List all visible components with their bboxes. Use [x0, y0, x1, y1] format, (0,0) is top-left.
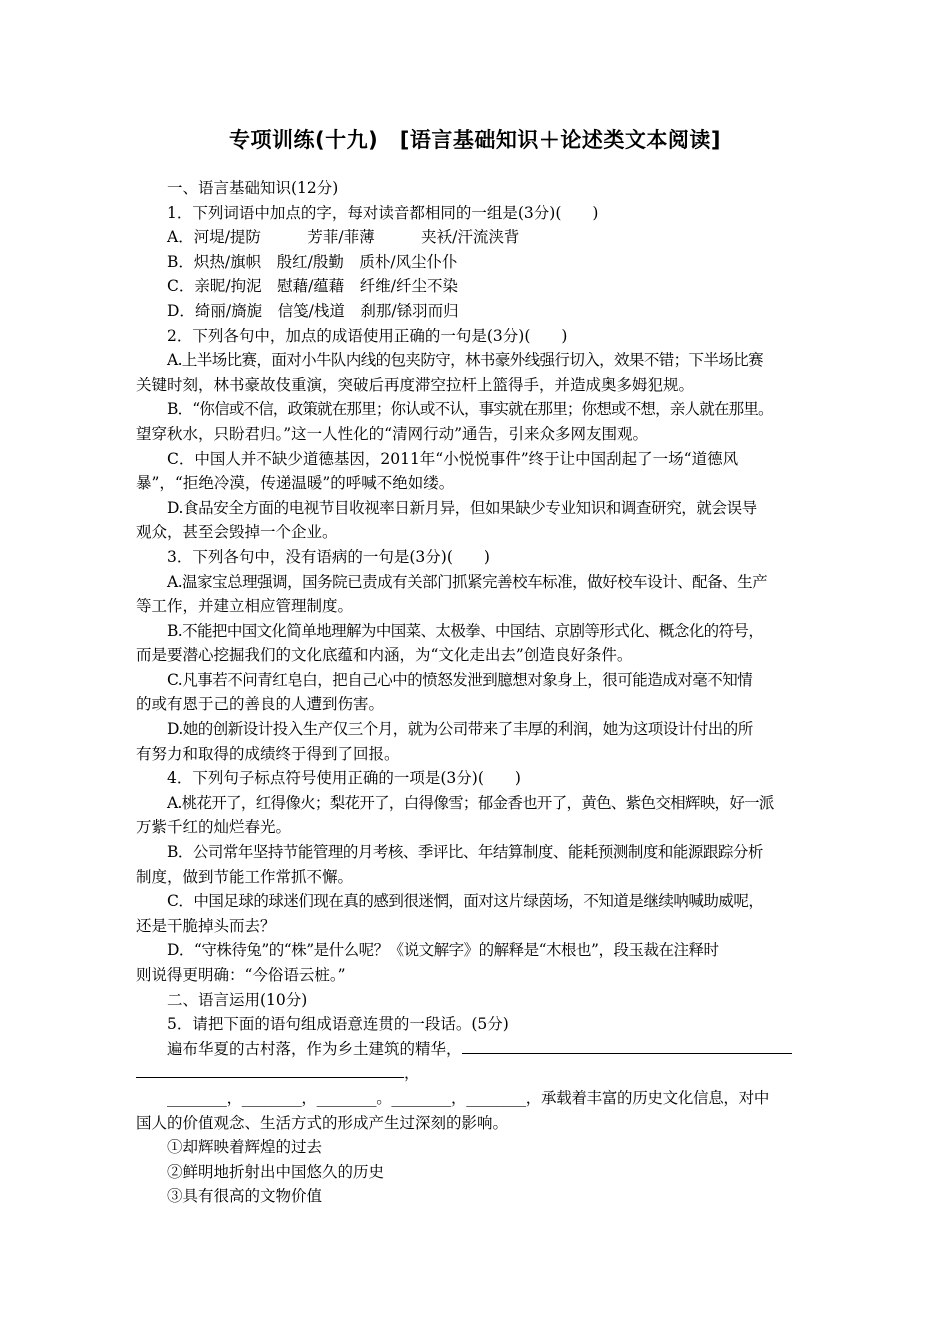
option-line: B.不能把中国文化简单地理解为中国菜、太极拳、中国结、京剧等形式化、概念化的符号， [167, 621, 764, 640]
list-item: ③具有很高的文物价值 [167, 1187, 323, 1206]
option-line: D．绮丽/旖旎 信笺/栈道 刹那/铩羽而归 [167, 301, 459, 320]
option-continuation: 制度，做到节能工作常抓不懈。 [136, 867, 354, 886]
option-continuation: 万紫千红的灿烂春光。 [136, 818, 292, 837]
question-stem: 2．下列各句中，加点的成语使用正确的一句是(3分)( ) [167, 326, 568, 345]
option-line: A.桃花开了，红得像火；梨花开了，白得像雪；郁金香也开了，黄色、紫色交相辉映，好一派 [167, 793, 774, 812]
lead-text: 遍布华夏的古村落，作为乡土建筑的精华， [167, 1039, 462, 1058]
section-heading: 一、语言基础知识(12分) [167, 179, 339, 197]
option-line: B．炽热/旗帜 殷红/殷勤 质朴/风尘仆仆 [167, 252, 458, 271]
list-item: ②鲜明地折射出中国悠久的历史 [167, 1162, 385, 1181]
option-continuation: 有努力和取得的成绩终于得到了回报。 [136, 744, 400, 763]
option-continuation: 等工作，并建立相应管理制度。 [136, 597, 354, 616]
option-continuation: 还是干脆掉头而去？ [136, 916, 276, 935]
option-line: A.温家宝总理强调，国务院已责成有关部门抓紧完善校车标准，做好校车设计、配备、生产 [167, 572, 768, 591]
section-heading: 二、语言运用(10分) [167, 990, 308, 1009]
option-continuation: 则说得更明确：“今俗语云桩。” [136, 966, 346, 984]
answer-blank-line: ， [136, 1061, 816, 1086]
list-item: ①却辉映着辉煌的过去 [167, 1138, 323, 1157]
question-stem: 1．下列词语中加点的字，每对读音都相同的一组是(3分)( ) [167, 203, 599, 222]
option-line: C.凡事若不问青红皂白，把自己心中的愤怒发泄到臆想对象身上，很可能造成对毫不知情 [167, 670, 753, 689]
option-line: C．中国人并不缺少道德基因，2011年“小悦悦事件”终于让中国刮起了一场“道德风 [167, 449, 739, 468]
page-title: 专项训练(十九) [语言基础知识＋论述类文本阅读] [229, 128, 721, 152]
fill-continuation: 国人的价值观念、生活方式的形成产生过深刻的影响。 [136, 1113, 509, 1132]
question-stem: 3．下列各句中，没有语病的一句是(3分)( ) [167, 547, 490, 566]
option-line: A.上半场比赛，面对小牛队内线的包夹防守，林书豪外线强行切入，效果不错；下半场比赛 [167, 351, 764, 370]
fill-text: 承载着丰富的历史文化信息，对中 [541, 1088, 770, 1107]
option-continuation: 暴”，“拒绝冷漠，传递温暖”的呼喊不绝如缕。 [136, 474, 455, 493]
option-line: B．公司常年坚持节能管理的月考核、季评比、年结算制度、能耗预测制度和能源跟踪分析 [167, 843, 763, 862]
option-continuation: 望穿秋水，只盼君归。”这一人性化的“清网行动”通告，引来众多网友围观。 [136, 424, 649, 443]
option-line: A．河堤/提防 芳菲/菲薄 夹袄/汗流浃背 [167, 228, 520, 247]
option-line: D.食品安全方面的电视节目收视率日新月异，但如果缺少专业知识和调查研究，就会误导 [167, 498, 757, 517]
option-line: B．“你信或不信，政策就在那里；你认或不认，事实就在那里；你想或不想，亲人就在那里。 [167, 400, 773, 419]
option-continuation: 关键时刻，林书豪故伎重演，突破后再度滞空拉杆上篮得手，并造成奥多姆犯规。 [136, 375, 695, 394]
answer-blank-line [136, 1086, 816, 1111]
option-continuation: 的或有恩于己的善良的人遭到伤害。 [136, 695, 385, 714]
answer-blank[interactable] [462, 1037, 792, 1054]
option-continuation: 观众，甚至会毁掉一个企业。 [136, 523, 338, 542]
option-line: C．亲昵/拘泥 慰藉/蕴藉 纤维/纤尘不染 [167, 277, 459, 296]
option-continuation: 而是要潜心挖掘我们的文化底蕴和内涵，为“文化走出去”创造良好条件。 [136, 646, 633, 665]
option-line: C．中国足球的球迷们现在真的感到很迷惘，面对这片绿茵场，不知道是继续呐喊助威呢， [167, 892, 764, 911]
blank-sequence[interactable]: ________，________，________。________，________， [167, 1088, 542, 1107]
question-stem: 4．下列句子标点符号使用正确的一项是(3分)( ) [167, 769, 521, 788]
option-line: D.她的创新设计投入生产仅三个月，就为公司带来了丰厚的利润，她为这项设计付出的所 [167, 720, 753, 739]
question-stem: 5．请把下面的语句组成语意连贯的一段话。(5分) [167, 1015, 509, 1034]
answer-lead-line [136, 1037, 816, 1062]
document-body [136, 176, 816, 1209]
answer-blank[interactable] [136, 1061, 404, 1078]
option-line: D．“守株待兔”的“株”是什么呢？《说文解字》的解释是“木根也”，段玉裁在注释时 [167, 941, 719, 960]
